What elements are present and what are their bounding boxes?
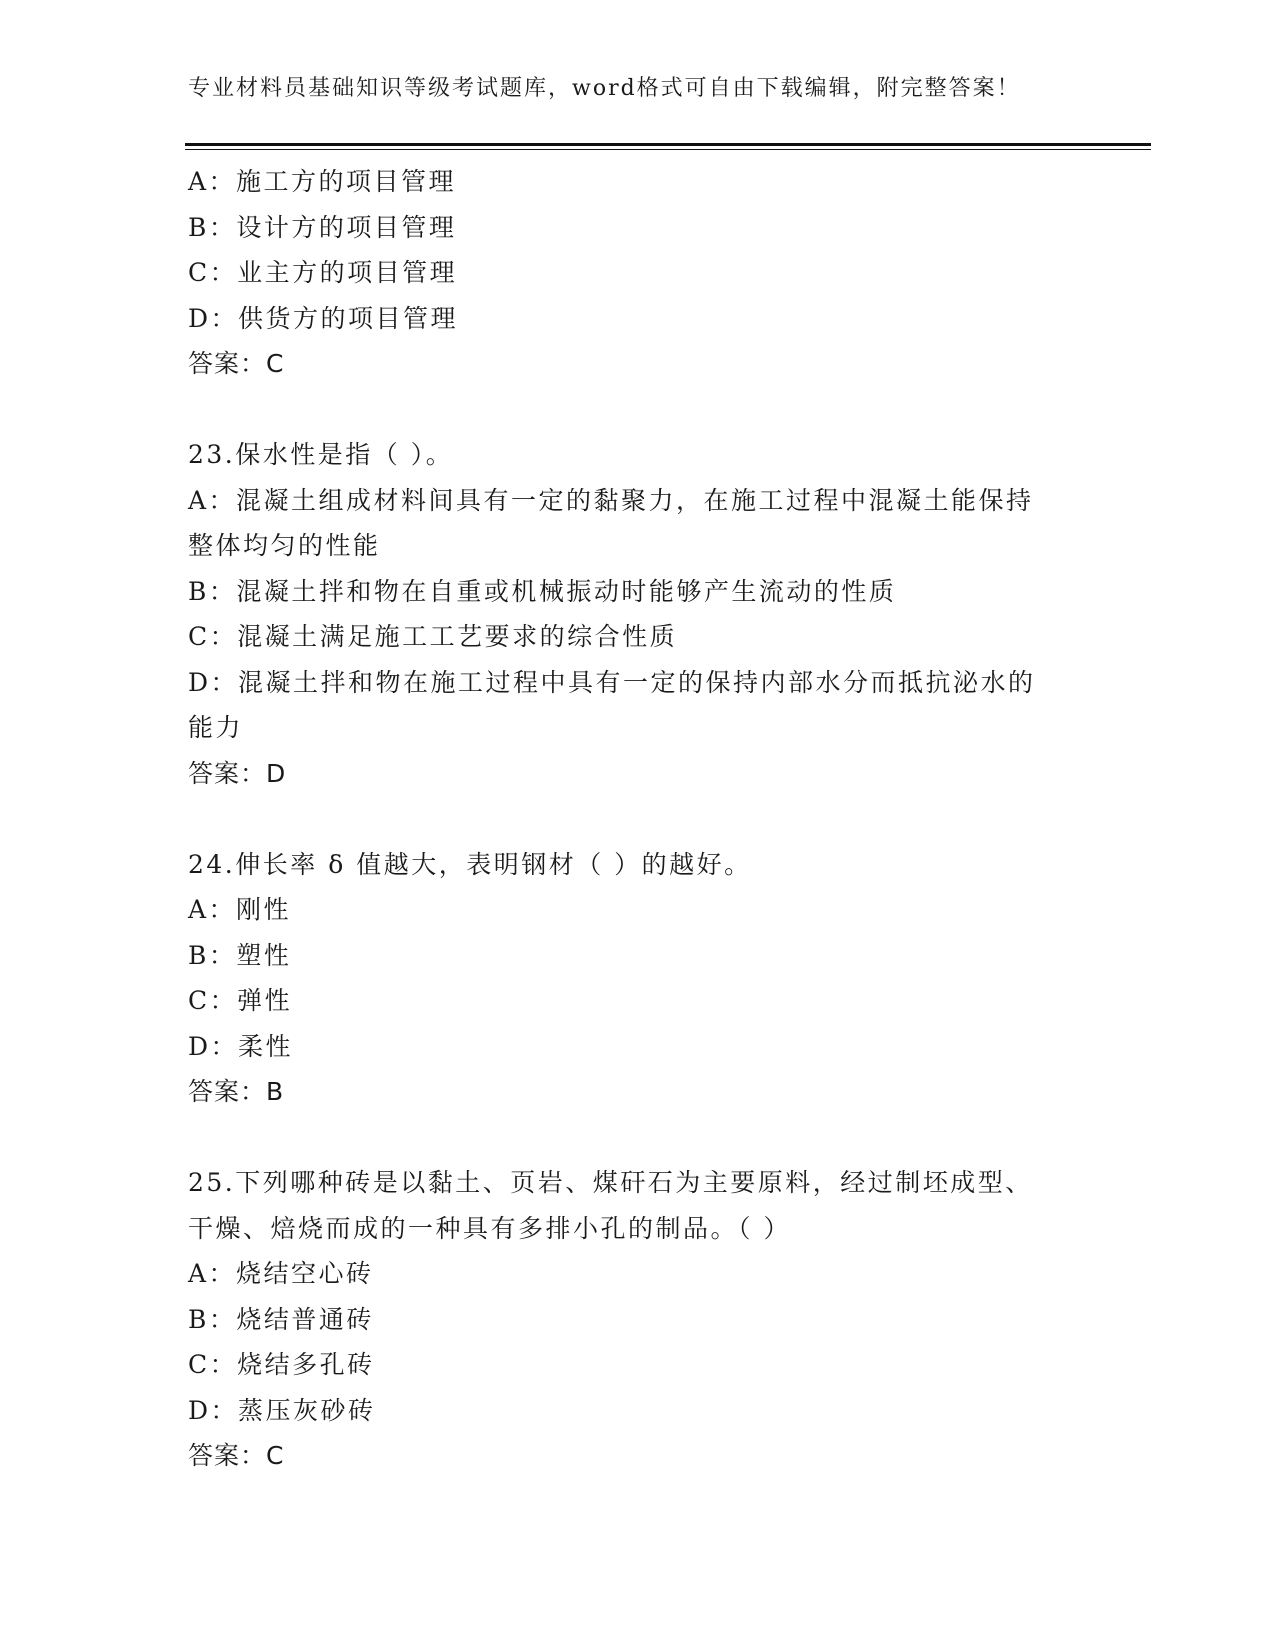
header-rule-thick <box>185 143 1151 146</box>
answer: 答案：C <box>188 1441 285 1470</box>
answer: 答案：B <box>188 1077 285 1106</box>
option-b: B：混凝土拌和物在自重或机械振动时能够产生流动的性质 <box>188 576 897 606</box>
option-d: D：蒸压灰砂砖 <box>188 1395 376 1425</box>
page-header: 专业材料员基础知识等级考试题库，word格式可自由下载编辑，附完整答案！ <box>188 76 1021 101</box>
option-c: C：业主方的项目管理 <box>188 258 458 287</box>
question-stem: 23.保水性是指（ ）。 <box>188 440 454 469</box>
question-stem: 24.伸长率 δ 值越大，表明钢材（ ）的越好。 <box>188 849 752 879</box>
option-b: B：塑性 <box>188 940 292 970</box>
answer: 答案：D <box>188 758 287 788</box>
question-25 <box>188 1160 1088 1479</box>
option-d: D：供货方的项目管理 <box>188 303 459 333</box>
question-stem-line-2: 干燥、焙烧而成的一种具有多排小孔的制品。（ ） <box>188 1213 791 1243</box>
option-a: A：施工方的项目管理 <box>188 167 457 196</box>
question-24 <box>188 842 1088 1115</box>
option-d: D：混凝土拌和物在施工过程中具有一定的保持内部水分而抵抗泌水的 <box>188 667 1036 697</box>
option-b: B：烧结普通砖 <box>188 1304 374 1334</box>
question-content <box>188 159 1088 1479</box>
option-a: A：烧结空心砖 <box>188 1259 374 1288</box>
option-c: C：弹性 <box>188 986 293 1015</box>
header-rule-thin <box>185 149 1151 150</box>
option-a: A：混凝土组成材料间具有一定的黏聚力，在施工过程中混凝土能保持 <box>188 485 1034 515</box>
option-d-continued: 能力 <box>188 713 244 742</box>
spacer <box>188 796 1088 842</box>
option-c: C：混凝土满足施工工艺要求的综合性质 <box>188 622 678 651</box>
option-c: C：烧结多孔砖 <box>188 1350 375 1379</box>
spacer <box>188 387 1088 433</box>
option-a: A：刚性 <box>188 895 292 924</box>
question-stem-line-1: 25.下列哪种砖是以黏土、页岩、煤矸石为主要原料，经过制坯成型、 <box>188 1168 1033 1197</box>
question-23 <box>188 432 1088 796</box>
option-b: B：设计方的项目管理 <box>188 212 457 242</box>
answer: 答案：C <box>188 349 285 378</box>
option-a-continued: 整体均匀的性能 <box>188 531 381 560</box>
question-22 <box>188 159 1088 387</box>
option-d: D：柔性 <box>188 1031 294 1061</box>
spacer <box>188 1115 1088 1161</box>
